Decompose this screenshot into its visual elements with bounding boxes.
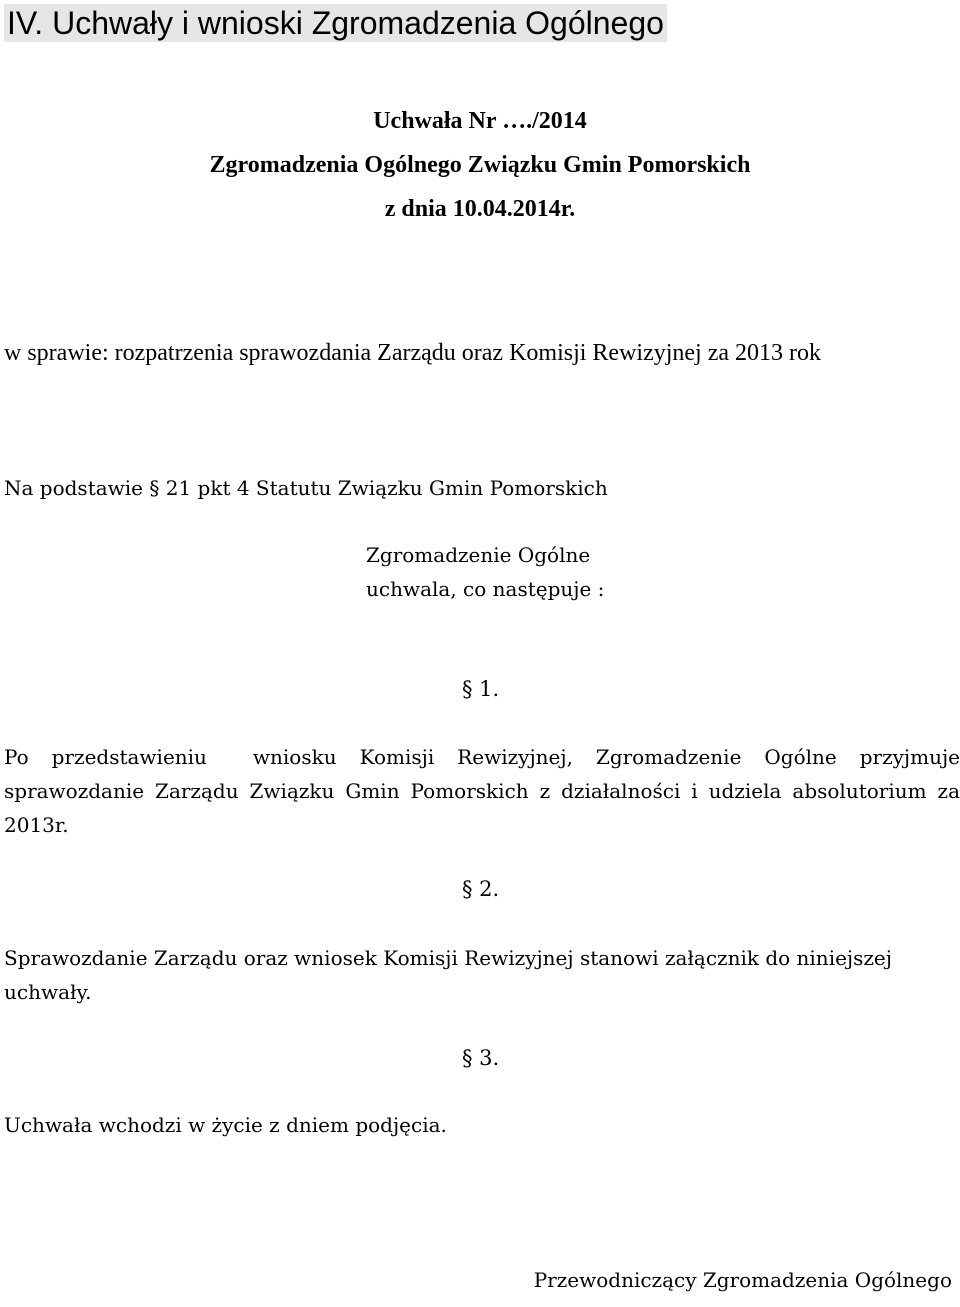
section-1-text: Po przedstawieniu wniosku Komisji Rewizyjnej, Zgromadzenie Ogólne przyjmuje sprawozdanie Zarządu Związku Gmin Pomorskich z działalności i udziela absolutorium za 2013r. [4, 745, 960, 837]
resolution-subject: w sprawie: rozpatrzenia sprawozdania Zarządu oraz Komisji Rewizyjnej za 2013 rok [4, 340, 822, 366]
section-1-mark: § 1. [462, 677, 500, 701]
legal-basis: Na podstawie § 21 pkt 4 Statutu Związku Gmin Pomorskich [4, 476, 608, 500]
resolution-issuer: Zgromadzenia Ogólnego Związku Gmin Pomorskich [209, 152, 751, 178]
section-2-mark: § 2. [462, 877, 500, 901]
assembly-resolves: uchwala, co następuje : [366, 577, 605, 601]
section-3-mark: § 3. [462, 1046, 500, 1070]
resolution-date: z dnia 10.04.2014r. [384, 196, 576, 222]
signature-line: Przewodniczący Zgromadzenia Ogólnego [533, 1268, 952, 1292]
resolution-number: Uchwała Nr …./2014 [373, 108, 587, 134]
section-2-text: Sprawozdanie Zarządu oraz wniosek Komisji Rewizyjnej stanowi załącznik do niniejszej uchwały. [4, 946, 892, 1004]
chapter-heading: IV. Uchwały i wnioski Zgromadzenia Ogólnego [4, 4, 667, 42]
assembly-name: Zgromadzenie Ogólne [366, 543, 591, 567]
section-3-text: Uchwała wchodzi w życie z dniem podjęcia. [4, 1113, 447, 1137]
